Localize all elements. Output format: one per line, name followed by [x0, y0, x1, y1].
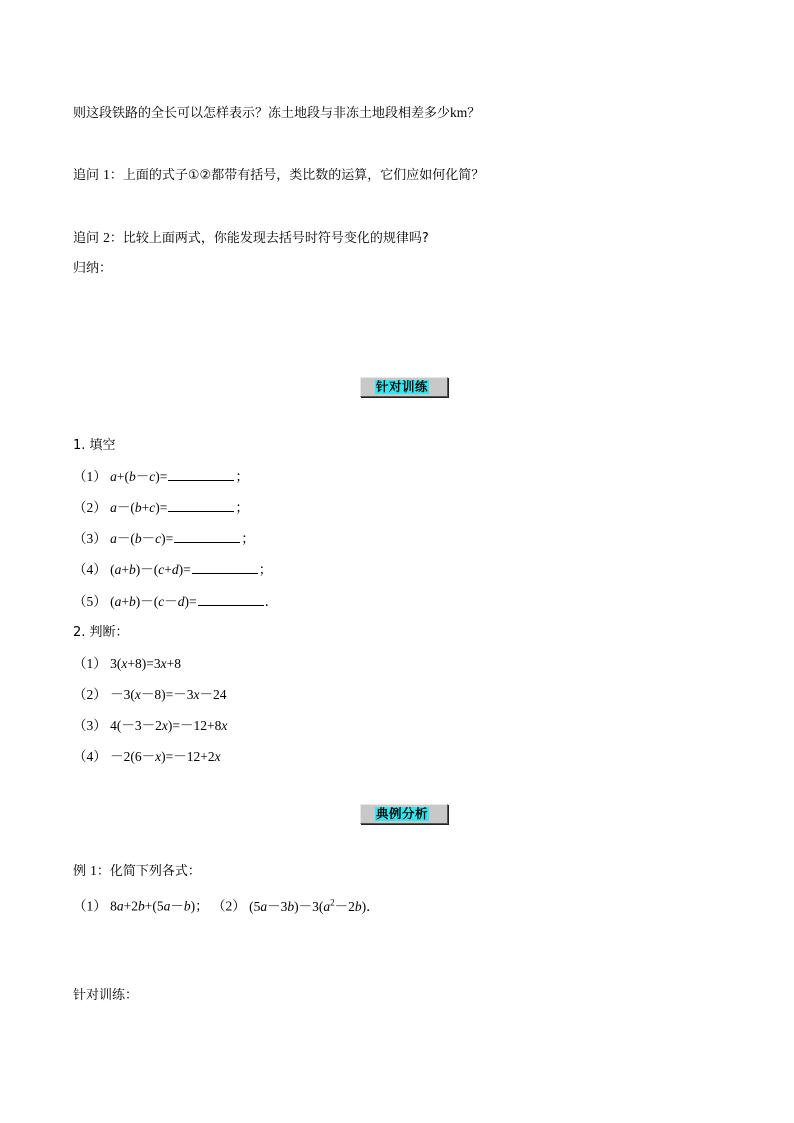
followup2-text: ：比较上面两式，你能发现去括号时符号变化的规律吗? [109, 231, 429, 246]
intro-end: ？ [467, 106, 481, 121]
item-label: （3） [73, 718, 107, 733]
part1-expr: 8a+2b+(5a－b)； [110, 898, 209, 914]
item-expr: a+(b－c)= [110, 469, 168, 484]
banner-example-analysis [360, 804, 448, 824]
item-expr: (a+b)－(c+d)= [110, 562, 191, 577]
item-expr: a－(b－c)= [110, 531, 174, 546]
intro-unit: km [450, 105, 468, 120]
part2-label: （2） [211, 898, 246, 914]
item-label: （1） [73, 469, 107, 484]
example1-num: 1 [90, 863, 97, 878]
followup2-num: 2 [103, 230, 110, 245]
exercise2-item [73, 718, 227, 734]
item-end: ； [235, 500, 249, 515]
item-label: （2） [73, 500, 107, 515]
followup2-prefix: 追问 [73, 231, 100, 246]
exercise2-item [73, 687, 226, 703]
item-label: （5） [73, 594, 107, 609]
answer-blank[interactable] [192, 562, 258, 574]
followup-question-1 [73, 167, 484, 184]
example1-title [73, 863, 201, 880]
item-label: （3） [73, 531, 107, 546]
exercise1-item [73, 531, 255, 547]
item-expr: (a+b)－(c－d)= [110, 594, 197, 609]
banner-example-analysis-label: 典例分析 [376, 806, 429, 821]
followup1-prefix: 追问 [73, 168, 100, 183]
exercise2-item [73, 656, 181, 672]
exercise1-item [73, 500, 249, 516]
item-label: （1） [73, 656, 107, 671]
practice-label: 针对训练： [73, 988, 139, 1003]
answer-blank[interactable] [168, 500, 234, 512]
exercise2-title: 2. 判断： [73, 625, 129, 640]
item-end: ； [258, 562, 273, 577]
item-expr: 3(x+8)=3x+8 [110, 656, 181, 671]
exercise1-item [73, 469, 249, 485]
example1-prefix: 例 [73, 864, 87, 879]
answer-blank[interactable] [198, 594, 264, 606]
item-label: （2） [73, 687, 107, 702]
example1-text: ：化简下列各式： [96, 864, 201, 879]
followup-question-2 [73, 230, 429, 247]
part1-label: （1） [73, 898, 107, 914]
banner-targeted-practice [360, 377, 448, 397]
item-label: （4） [73, 562, 107, 577]
item-end: ； [241, 531, 255, 546]
item-label: （4） [73, 749, 107, 764]
answer-blank[interactable] [168, 469, 234, 481]
exercise1-item [73, 594, 278, 610]
intro-text: 则这段铁路的全长可以怎样表示？冻土地段与非冻土地段相差多少 [73, 106, 451, 121]
answer-blank[interactable] [174, 531, 240, 543]
intro-question [73, 105, 480, 122]
example1-expressions [73, 894, 380, 915]
followup1-text: ：上面的式子①②都带有括号，类比数的运算，它们应如何化简？ [109, 168, 485, 183]
followup1-num: 1 [103, 167, 110, 182]
item-expr: 4(－3－2x)=－12+8x [110, 718, 228, 733]
part2-expr: $(5a-3b)-3(a^2-2b)$． [249, 897, 380, 914]
item-expr: －3(x－8)=－3x－24 [110, 687, 227, 702]
item-expr: －2(6－x)=－12+2x [110, 749, 221, 764]
exercise2-item [73, 749, 221, 765]
banner-targeted-practice-label: 针对训练 [376, 379, 429, 394]
summary-label: 归纳： [73, 261, 113, 276]
item-end: ； [235, 469, 249, 484]
exercise1-title: 1. 填空 [73, 438, 116, 453]
exercise1-item [73, 562, 272, 578]
item-end: ． [264, 594, 279, 609]
item-expr: a－(b+c)= [110, 500, 168, 515]
